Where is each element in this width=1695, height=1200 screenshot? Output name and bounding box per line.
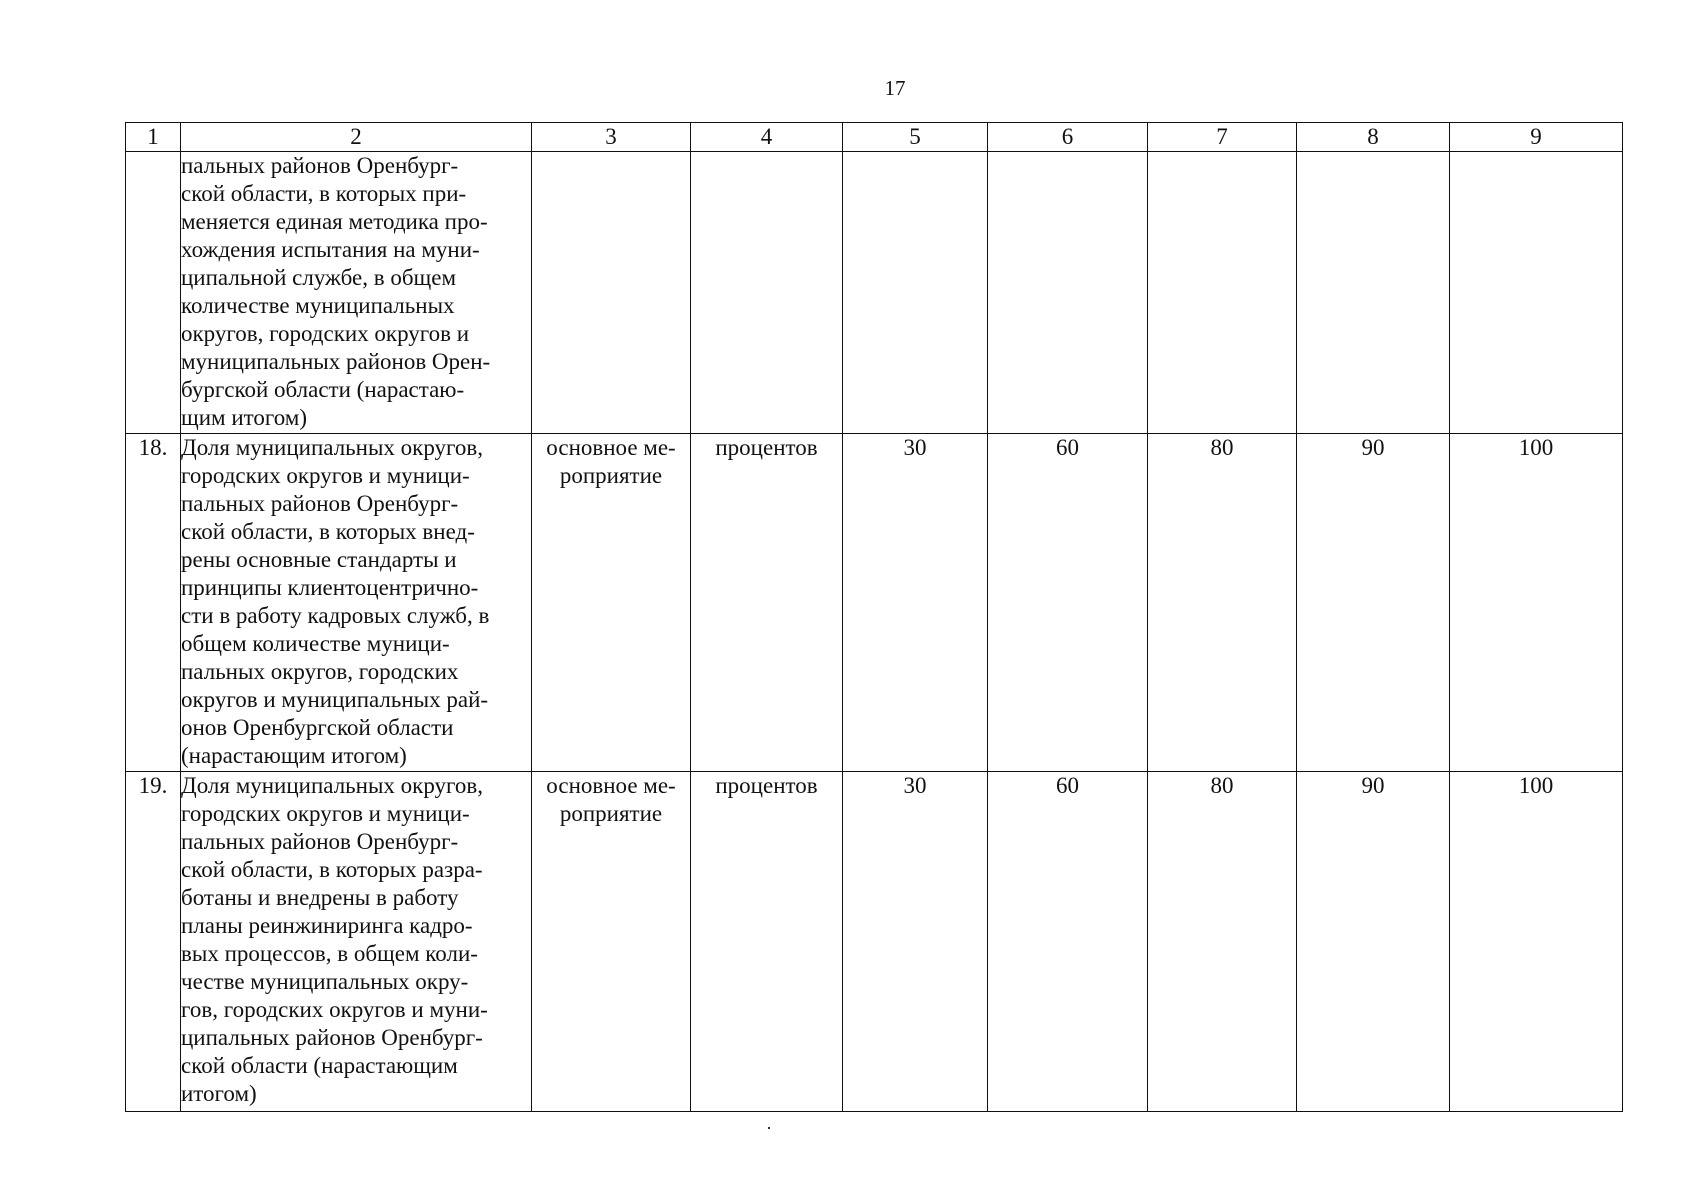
column-number-header: 6 (988, 123, 1148, 152)
value-text: 80 (1210, 773, 1234, 798)
indicator-text-line: (нарастающим итогом) (181, 743, 407, 768)
value-text: 60 (1056, 435, 1079, 460)
event-type-text-line: основное ме- (546, 435, 676, 460)
indicator-text-line: гов, городских округов и муни- (181, 997, 488, 1022)
table-header-row (126, 123, 1623, 152)
value-text: 90 (1361, 435, 1385, 460)
indicator-text-line: городских округов и муници- (181, 801, 470, 826)
indicator-text-line: пальных районов Оренбург- (181, 153, 459, 178)
indicator-text-line: ботаны и внедрены в работу (181, 885, 459, 910)
indicator-text-line: пальных округов, городских (181, 659, 459, 684)
column-number-header: 9 (1450, 123, 1623, 152)
indicator-cell (181, 772, 532, 1112)
indicator-text-line: муниципальных районов Орен- (181, 349, 491, 374)
value-text: 100 (1518, 435, 1554, 460)
indicator-text-line: онов Оренбургской области (181, 715, 454, 740)
indicator-text-line: рены основные стандарты и (181, 547, 457, 572)
column-number-header: 4 (691, 123, 843, 152)
column-number-header: 7 (1148, 123, 1297, 152)
value-cell (988, 434, 1148, 772)
indicator-text-line: округов и муниципальных рай- (181, 687, 489, 712)
value-cell (1148, 152, 1297, 434)
value-cell (1148, 772, 1297, 1112)
column-number-header: 1 (126, 123, 181, 152)
unit-cell: процентов (691, 772, 843, 1112)
indicator-cell (181, 152, 532, 434)
indicator-cell (181, 434, 532, 772)
value-cell (843, 152, 988, 434)
event-type-text-line: роприятие (559, 463, 663, 488)
value-cell (1148, 434, 1297, 772)
indicator-text-line: ской области (нарастающим (181, 1053, 458, 1078)
indicator-text-line: ципальной службе, в общем (181, 265, 457, 290)
column-number-header: 3 (532, 123, 691, 152)
value-cell (843, 772, 988, 1112)
value-text: 60 (1056, 773, 1079, 798)
event-type-cell (532, 152, 691, 434)
column-number-header: 5 (843, 123, 988, 152)
value-cell (1297, 152, 1450, 434)
indicator-text-line: округов, городских округов и (181, 321, 470, 346)
event-type-cell (532, 772, 691, 1112)
indicator-text-line: ской области, в которых разра- (181, 857, 483, 882)
indicators-table (125, 122, 1623, 1112)
indicator-text-line: пальных районов Оренбург- (181, 491, 459, 516)
event-type-text-line: основное ме- (546, 773, 676, 798)
value-text: 100 (1518, 773, 1554, 798)
indicator-text-line: Доля муниципальных округов, (181, 435, 484, 460)
scan-dot-mark (768, 1127, 770, 1129)
value-cell (988, 772, 1148, 1112)
indicator-text-line: итогом) (181, 1081, 257, 1106)
value-cell (843, 434, 988, 772)
event-type-cell (532, 434, 691, 772)
value-cell (1297, 772, 1450, 1112)
page-number: 17 (884, 76, 906, 100)
row-number: 19. (126, 772, 181, 1112)
indicator-text-line: общем количестве муници- (181, 631, 450, 656)
indicator-text-line: честве муниципальных окру- (181, 969, 469, 994)
column-number-header: 8 (1297, 123, 1450, 152)
indicator-text-line: ской области, в которых при- (181, 181, 467, 206)
indicator-text-line: хождения испытания на муни- (181, 237, 480, 262)
indicator-text-line: количестве муниципальных (181, 293, 455, 318)
indicator-text-line: меняется единая методика про- (181, 209, 488, 234)
value-cell (1450, 434, 1623, 772)
indicator-text-line: планы реинжиниринга кадро- (181, 913, 473, 938)
indicator-text-line: ципальных районов Оренбург- (181, 1025, 483, 1050)
indicator-text-line: городских округов и муници- (181, 463, 470, 488)
table-row (126, 152, 1623, 434)
indicator-text-line: бургской области (нарастаю- (181, 377, 465, 402)
value-cell (1450, 772, 1623, 1112)
column-number-header: 2 (181, 123, 532, 152)
unit-cell: процентов (691, 434, 843, 772)
event-type-text-line: роприятие (559, 801, 663, 826)
value-cell (1297, 434, 1450, 772)
value-cell (988, 152, 1148, 434)
indicator-text-line: щим итогом) (181, 405, 308, 430)
indicator-text-line: вых процессов, в общем коли- (181, 941, 478, 966)
row-number (126, 152, 181, 434)
value-text: 30 (903, 773, 927, 798)
value-text: 30 (903, 435, 927, 460)
indicator-text-line: Доля муниципальных округов, (181, 773, 484, 798)
table-row (126, 434, 1623, 772)
unit-cell (691, 152, 843, 434)
indicator-text-line: сти в работу кадровых служб, в (181, 603, 490, 628)
indicator-text-line: ской области, в которых внед- (181, 519, 475, 544)
value-cell (1450, 152, 1623, 434)
value-text: 80 (1210, 435, 1234, 460)
table-row (126, 772, 1623, 1112)
row-number: 18. (126, 434, 181, 772)
indicator-text-line: принципы клиентоцентрично- (181, 575, 479, 600)
value-text: 90 (1361, 773, 1385, 798)
indicator-text-line: пальных районов Оренбург- (181, 829, 459, 854)
